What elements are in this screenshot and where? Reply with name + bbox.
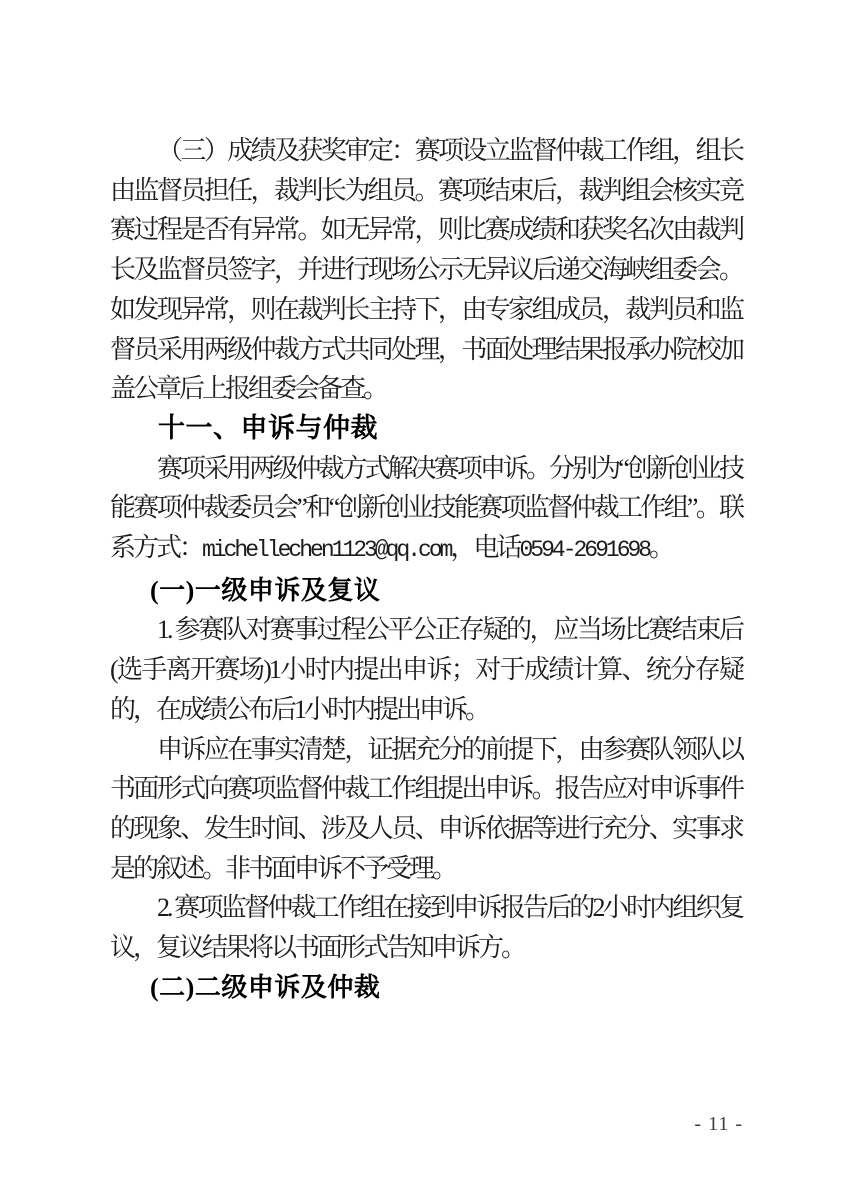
document-body: [110, 131, 742, 1007]
paragraph-appeal-requirements: 申诉应在事实清楚，证据充分的前提下，由参赛队领队以书面形式向赛项监督仲裁工作组提出申诉。报告应对申诉事件的现象、发生时间、涉及人员、申诉依据等进行充分、实事求是的叙述。非书面申诉不予受理。: [110, 734, 742, 883]
paragraph-results-review: （三）成绩及获奖审定：赛项设立监督仲裁工作组，组长由监督员担任，裁判长为组员。赛项结束后，裁判组会核实竞赛过程是否有异常。如无异常，则比赛成绩和获奖名次由裁判长及监督员签字，并进行现场公示无异议后递交海峡组委会。如发现异常，则在裁判长主持下，由专家组成员，裁判员和监督员采用两级仲裁方式共同处理，书面处理结果报承办院校加盖公章后上报组委会备查。: [110, 136, 742, 404]
contact-phone: 0594-2691698: [519, 537, 650, 564]
subsection-heading-second-level-appeal: (二)二级申诉及仲裁: [150, 972, 381, 1002]
paragraph-review-response: 2. 赛项监督仲裁工作组在接到申诉报告后的2小时内组织复议，复议结果将以书面形式告知申诉方。: [110, 893, 742, 963]
paragraph-first-appeal: 1. 参赛队对赛事过程公平公正存疑的，应当场比赛结束后(选手离开赛场)1小时内提出申诉；对于成绩计算、统分存疑的，在成绩公布后1小时内提出申诉。: [110, 615, 742, 724]
section-heading-appeals-arbitration: 十一、申诉与仲裁: [158, 412, 378, 443]
contact-email: michellechen1123@qq.com: [202, 537, 451, 564]
arbitration-intro-text-3: 。: [649, 533, 673, 563]
arbitration-intro-text-1: 赛项采用两级仲裁方式解决赛项申诉。分别为“创新创业技能赛项仲裁委员会”和“创新创业技能赛项监督仲裁工作组”。联系方式：: [110, 453, 742, 563]
page-number: - 11 -: [694, 1113, 743, 1135]
paragraph-arbitration-intro: [110, 449, 742, 571]
subsection-heading-first-level-appeal: (一)一级申诉及复议: [150, 575, 381, 605]
arbitration-intro-text-2: ，电话: [450, 533, 520, 563]
